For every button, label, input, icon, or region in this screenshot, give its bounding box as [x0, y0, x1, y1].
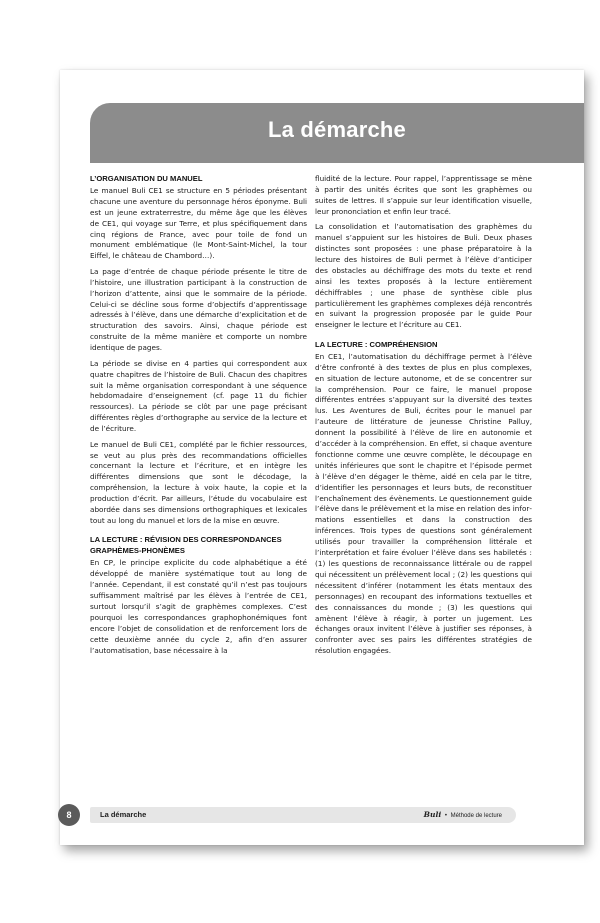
section-heading-comprehension: LA LECTURE : COMPRÉHENSION [315, 339, 438, 349]
section-heading-organisation: L’ORGANISATION DU MANUEL [90, 174, 203, 183]
paragraph: En CE1, l’automatisation du déchiffrage permet à l’élève d’être confronté à des textes de plus en plus complexes, en situation de lecture autonome, et de se concentrer sur la compréhension. Pour ce faire, le manuel propose différentes entrées s’appuyant sur la diversité des textes lus. Les Aventures de Buli, écrites pour le manuel par l’auteure de littérature de jeunesse Christine Palluy, donnent la possibilité à l’élève de lire en autonomie et d’accéder à la compréhension. En effet, si chaque aventure fonctionne comme une œuvre complète, le découpage en unités inférieures que sont le chapitre et l’épisode permet à l’élève d’en dégager le thème, aidé en cela par le titre, d’identifier les personnages et leurs buts, de reconstituer l’enchaînement des évènements. Le questionnement guide l’élève dans le prélèvement et la mise en relation des informations essentielles et dans la construction des inférences. Trois types de questions sont généralement utilisés pour travailler la compréhension littérale et l’interprétation et faire évoluer l’élève dans ses habiletés : (1) les questions de reconnaissance littérale ou de rappel qui nécessitent un prélèvement local ; (2) les questions qui nécessitent d’inférer (notamment les états mentaux des personnages) en recoupant des informations textuelles et des connaissances du monde ; (3) les questions qui amènent l’élève à réagir, à porter un jugement. Les échanges oraux invitent l’élève à justifier ses réponses, à confronter avec ses pairs les différentes stratégies de résolution engagées. [315, 351, 532, 656]
heading-line: GRAPHÈMES-PHONÈMES [90, 546, 185, 556]
page-number: 8 [58, 804, 80, 826]
footer-brand [424, 807, 502, 824]
paragraph: fluidité de la lecture. Pour rappel, l’apprentissage se mène à partir des unités écrites que sont les graphèmes ou suites de lettres. Il s’appuie sur leur identification visuelle, leur prononciation et enfin leur tracé. [315, 174, 532, 216]
page-title: La démarche [268, 117, 406, 142]
section-heading-revision [90, 535, 307, 557]
heading-line: LA LECTURE : RÉVISION DES CORRESPONDANCES [90, 535, 282, 545]
paragraph: La page d’entrée de chaque période présente le titre de l’histoire, une illustration participant à la construction de l’horizon d’attente, ainsi que le sommaire de la période. Celui-ci se décline sous forme d’objectifs d’apprentissage adressés à l’élève, dans une démarche d’explicitation et de structuration des savoirs. Ainsi, chaque période est construite de la même manière et comporte un nombre identique de pages. [90, 266, 307, 353]
paragraph: La consolidation et l’automatisation des graphèmes du manuel s’appuient sur les histoires de Buli. Deux phases distinctes sont proposées : une phase préparatoire à la lecture des histoires de Buli permet à l’élève d’anticiper des obstacles au déchiffrage des mots du texte et rend ainsi les textes proposés à la lecture entièrement déchiffrables ; une phase de synthèse cible plus particulièrement les graphèmes complexes déjà rencontrés en suivant la progression proposée par le guide Pour enseigner le lecture et l’écriture au CE1. [315, 222, 532, 330]
paragraph: Le manuel de Buli CE1, complété par le fichier ressources, se veut au plus près des recommandations officielles concernant la lecture et l’écriture, et en intègre les différentes dimensions que sont le décodage, la compréhension, la lecture à voix haute, la copie et la production d’écrit. Par ailleurs, l’étude du vocabulaire est abordée dans ses dimensions orthographiques et lexicales tout au long du manuel et lors de la mise en œuvre. [90, 439, 307, 525]
brand-separator: • [444, 813, 447, 819]
buli-logo: Buli [423, 810, 442, 819]
document-page [60, 70, 584, 845]
footer-section-title: La démarche [100, 810, 147, 819]
paragraph: Le manuel Buli CE1 se structure en 5 périodes présentant chacune une aventure du personnage héros éponyme. Buli est un jeune extraterrestre, du même âge que les élèves de CE1, qui voyage sur Terre, et plus spécifiquement dans cinq régions de France, avec pour toile de fond un monument emblématique (le Mont-Saint-Michel, la tour Eiffel, le château de Chambord…). [90, 185, 307, 261]
paragraph: La période se divise en 4 parties qui correspondent aux quatre chapitres de l’histoire de Buli. Chacun des chapitres suit la même organisation correspondant à une séquence hebdomadaire d’enseignement (cf. page 11 du fichier ressources). La période se clôt par une page précisant différentes règles d’orthographe au service de la lecture et de l’écriture. [90, 358, 307, 434]
title-banner [90, 103, 584, 163]
brand-text: Méthode de lecture [450, 813, 502, 819]
paragraph: En CP, le principe explicite du code alphabétique a été développé de manière systématique tout au long de l’année. Cependant, il est constaté qu’il n’est pas toujours suffisamment maîtrisé par les élèves à l’entrée de CE1, surtout lorsqu’il s’agit de graphèmes complexes. C’est pourquoi les correspondances graphophonémiques font encore l’objet de consolidation et de renforcement lors de cette deuxième année du cycle 2, afin d’en assurer l’automatisation, base nécessaire à la [90, 558, 307, 655]
left-column [90, 174, 307, 661]
page-footer [66, 804, 516, 826]
right-column [315, 174, 532, 662]
footer-bar [90, 807, 516, 823]
